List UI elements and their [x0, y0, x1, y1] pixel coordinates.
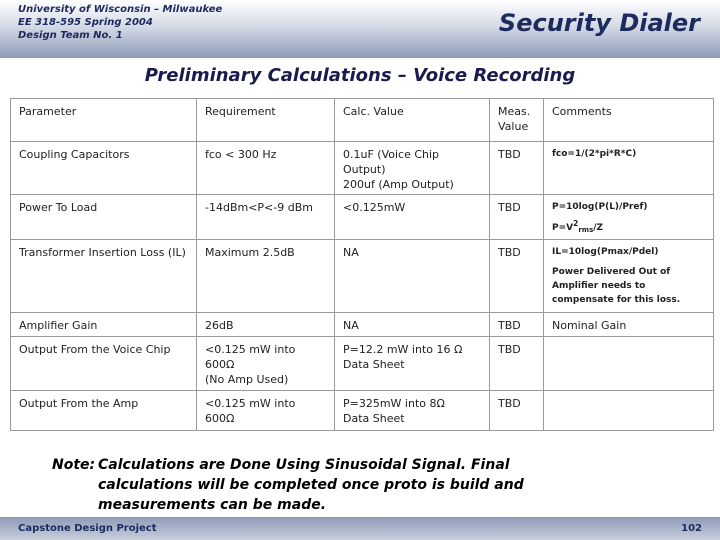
cell-meas-value: TBD [490, 337, 544, 391]
header-comments: Comments [544, 99, 714, 142]
cell-requirement: 26dB [197, 313, 335, 337]
slide-subtitle: Preliminary Calculations – Voice Recording [144, 65, 576, 86]
header-calc-value: Calc. Value [335, 99, 490, 142]
table-row [11, 240, 714, 313]
cell-calc-value [335, 142, 490, 195]
university-line: University of Wisconsin – Milwaukee [18, 4, 223, 15]
cell-requirement [197, 337, 335, 391]
team-line: Design Team No. 1 [18, 30, 123, 41]
table-row [11, 337, 714, 391]
note-line: calculations will be completed once proto is build and [98, 477, 524, 493]
cell-calc-value [335, 337, 490, 391]
note-text [98, 455, 658, 515]
cell-calc-value [335, 313, 490, 337]
cell-parameter: Coupling Capacitors [11, 142, 197, 195]
calc-line: Data Sheet [343, 358, 405, 371]
comment-line: fco=1/(2*pi*R*C) [552, 149, 637, 159]
cell-meas-value: TBD [490, 240, 544, 313]
course-line: EE 318-595 Spring 2004 [18, 17, 153, 28]
table-row [11, 195, 714, 240]
cell-parameter: Amplifier Gain [11, 313, 197, 337]
cell-parameter: Output From the Amp [11, 391, 197, 431]
calc-line: P=12.2 mW into 16 Ω [343, 343, 463, 356]
cell-parameter: Output From the Voice Chip [11, 337, 197, 391]
cell-comments [544, 240, 714, 313]
slide-title: Security Dialer [498, 9, 700, 37]
formula-sub: rms [578, 226, 594, 234]
note-label: Note: [52, 457, 96, 473]
cell-requirement: fco < 300 Hz [197, 142, 335, 195]
footer-bar [0, 517, 720, 540]
calc-line: 200uf (Amp Output) [343, 178, 454, 191]
requirement-line: <0.125 mW into 600Ω [205, 343, 296, 371]
cell-requirement: Maximum 2.5dB [197, 240, 335, 313]
header-parameter: Parameter [11, 99, 197, 142]
header-requirement: Requirement [197, 99, 335, 142]
calc-line: Data Sheet [343, 412, 405, 425]
comment-line: P=10log(P(L)/Pref) [552, 202, 648, 212]
calc-line: <0.125mW [343, 201, 406, 214]
cell-calc-value [335, 195, 490, 240]
cell-comments [544, 142, 714, 195]
calc-line: 0.1uF (Voice Chip Output) [343, 148, 440, 176]
table-row [11, 391, 714, 431]
cell-calc-value [335, 240, 490, 313]
comment-line: Power Delivered Out of Amplifier needs to compensate for this loss. [552, 267, 681, 305]
cell-meas-value: TBD [490, 313, 544, 337]
footer-label: Capstone Design Project [18, 523, 157, 534]
note-line: Calculations are Done Using Sinusoidal Signal. Final [98, 457, 510, 473]
formula-prefix: P=V [552, 223, 574, 233]
page-number: 102 [681, 523, 702, 534]
cell-comments [544, 195, 714, 240]
comment-line: IL=10log(Pmax/Pdel) [552, 247, 659, 257]
header-meas-value: Meas. Value [490, 99, 544, 142]
cell-parameter: Power To Load [11, 195, 197, 240]
comment-line: Nominal Gain [552, 319, 627, 332]
calc-line: NA [343, 319, 359, 332]
cell-comments [544, 391, 714, 431]
table-row [11, 142, 714, 195]
cell-parameter: Transformer Insertion Loss (IL) [11, 240, 197, 313]
cell-comments [544, 337, 714, 391]
table-row [11, 313, 714, 337]
cell-meas-value: TBD [490, 391, 544, 431]
cell-requirement: -14dBm<P<-9 dBm [197, 195, 335, 240]
university-info [18, 3, 222, 42]
cell-comments [544, 313, 714, 337]
cell-calc-value [335, 391, 490, 431]
cell-meas-value: TBD [490, 142, 544, 195]
calc-line: P=325mW into 8Ω [343, 397, 445, 410]
header-bar [0, 0, 720, 58]
formula-suffix: /Z [593, 223, 604, 233]
rms-formula [552, 217, 707, 237]
table-header-row [11, 99, 714, 142]
calculations-table [10, 98, 714, 431]
cell-meas-value: TBD [490, 195, 544, 240]
formula-sup: 2 [573, 219, 579, 228]
note-line: measurements can be made. [98, 497, 327, 513]
requirement-line: <0.125 mW into 600Ω [205, 397, 296, 425]
calc-line: NA [343, 246, 359, 259]
cell-requirement [197, 391, 335, 431]
requirement-line: (No Amp Used) [205, 373, 289, 386]
